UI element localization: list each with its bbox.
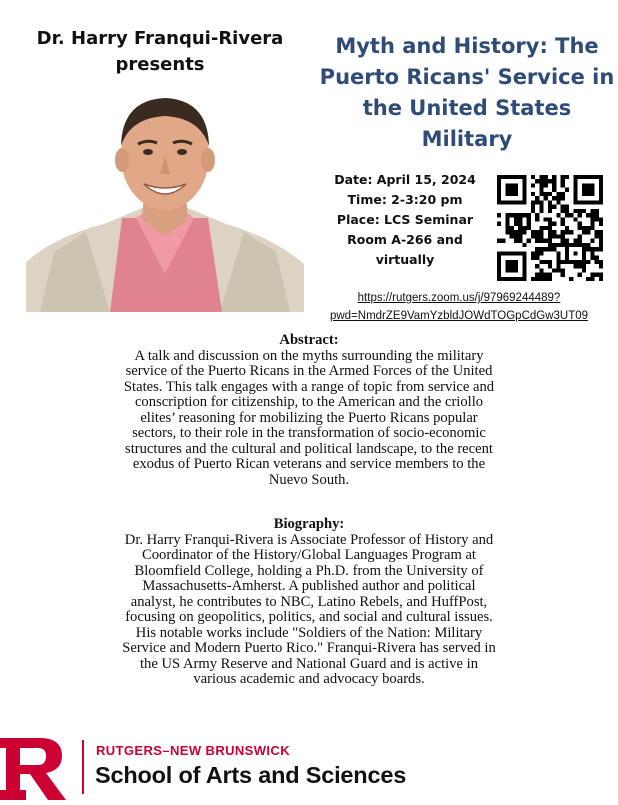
rutgers-r-logo bbox=[0, 734, 68, 800]
abstract-line: conscription for citizenship, to the American and the criollo bbox=[134, 394, 484, 410]
event-place-line-1: Place: LCS Seminar bbox=[336, 212, 474, 227]
presenter-heading bbox=[18, 26, 302, 78]
biography-text bbox=[50, 533, 568, 688]
zoom-link-line-1[interactable]: https://rutgers.zoom.us/j/97969244489? bbox=[357, 292, 561, 304]
biography-heading: Biography: bbox=[273, 516, 345, 532]
abstract-line: sectors, to their role in the transformation of socio-economic bbox=[132, 425, 486, 441]
event-place-line-2: Room A-266 and bbox=[347, 232, 463, 247]
abstract-line: A talk and discussion on the myths surrounding the military bbox=[134, 347, 484, 364]
university-unit: RUTGERS–NEW BRUNSWICK bbox=[96, 743, 291, 758]
abstract-line: exodus of Puerto Rican veterans and service members to the bbox=[132, 456, 486, 472]
abstract-text bbox=[50, 349, 568, 489]
biography-line: focusing on geopolitics, politics, and social and cultural issues. bbox=[125, 609, 493, 625]
biography-line: Dr. Harry Franqui-Rivera is Associate Professor of History and bbox=[124, 531, 494, 548]
abstract-line: elites’ reasoning for mobilizing the Puerto Ricans popular bbox=[140, 409, 478, 426]
biography-line: Massachusetts-Amherst. A published author and political bbox=[142, 578, 476, 594]
talk-title: Myth and History: The Puerto Ricans' Service in the United States Military bbox=[319, 34, 615, 151]
biography-line: Service and Modern Puerto Rico." Franqui-Rivera has served in bbox=[122, 640, 496, 656]
qr-code[interactable] bbox=[497, 175, 603, 281]
abstract-line: structures and the cultural and political landscape, to the recent bbox=[125, 440, 493, 457]
presenter-verb: presents bbox=[115, 54, 205, 75]
event-details bbox=[325, 170, 485, 270]
biography-line: various academic and advocacy boards. bbox=[193, 671, 425, 687]
abstract-section bbox=[50, 333, 568, 488]
biography-section bbox=[50, 517, 568, 688]
event-place-line-3: virtually bbox=[375, 252, 435, 267]
event-time: Time: 2-3:20 pm bbox=[347, 192, 463, 207]
abstract-line: Nuevo South. bbox=[268, 471, 350, 488]
zoom-link-line-2[interactable]: pwd=NmdrZE9VamYzbldJOWdTOGpCdGw3UT09 bbox=[329, 310, 589, 322]
biography-line: Bloomfield College, holding a Ph.D. from the University of bbox=[134, 562, 484, 579]
abstract-line: States. This talk engages with a range of topic from service and bbox=[123, 378, 495, 395]
speaker-photo bbox=[26, 84, 304, 312]
abstract-line: service of the Puerto Ricans in the Armed Forces of the United bbox=[125, 363, 493, 379]
biography-line: Coordinator of the History/Global Languages Program at bbox=[142, 547, 476, 563]
school-name: School of Arts and Sciences bbox=[95, 762, 407, 788]
biography-line: the US Army Reserve and National Guard and is active in bbox=[139, 655, 478, 672]
biography-line: His notable works include "Soldiers of the Nation: Military bbox=[135, 624, 483, 641]
footer-divider bbox=[82, 740, 84, 794]
presenter-name: Dr. Harry Franqui-Rivera bbox=[36, 28, 284, 49]
zoom-link[interactable] bbox=[300, 289, 618, 325]
footer bbox=[0, 728, 618, 800]
biography-line: analyst, he contributes to NBC, Latino Rebels, and HuffPost, bbox=[130, 593, 488, 610]
abstract-heading: Abstract: bbox=[279, 332, 339, 348]
event-date: Date: April 15, 2024 bbox=[334, 172, 476, 187]
